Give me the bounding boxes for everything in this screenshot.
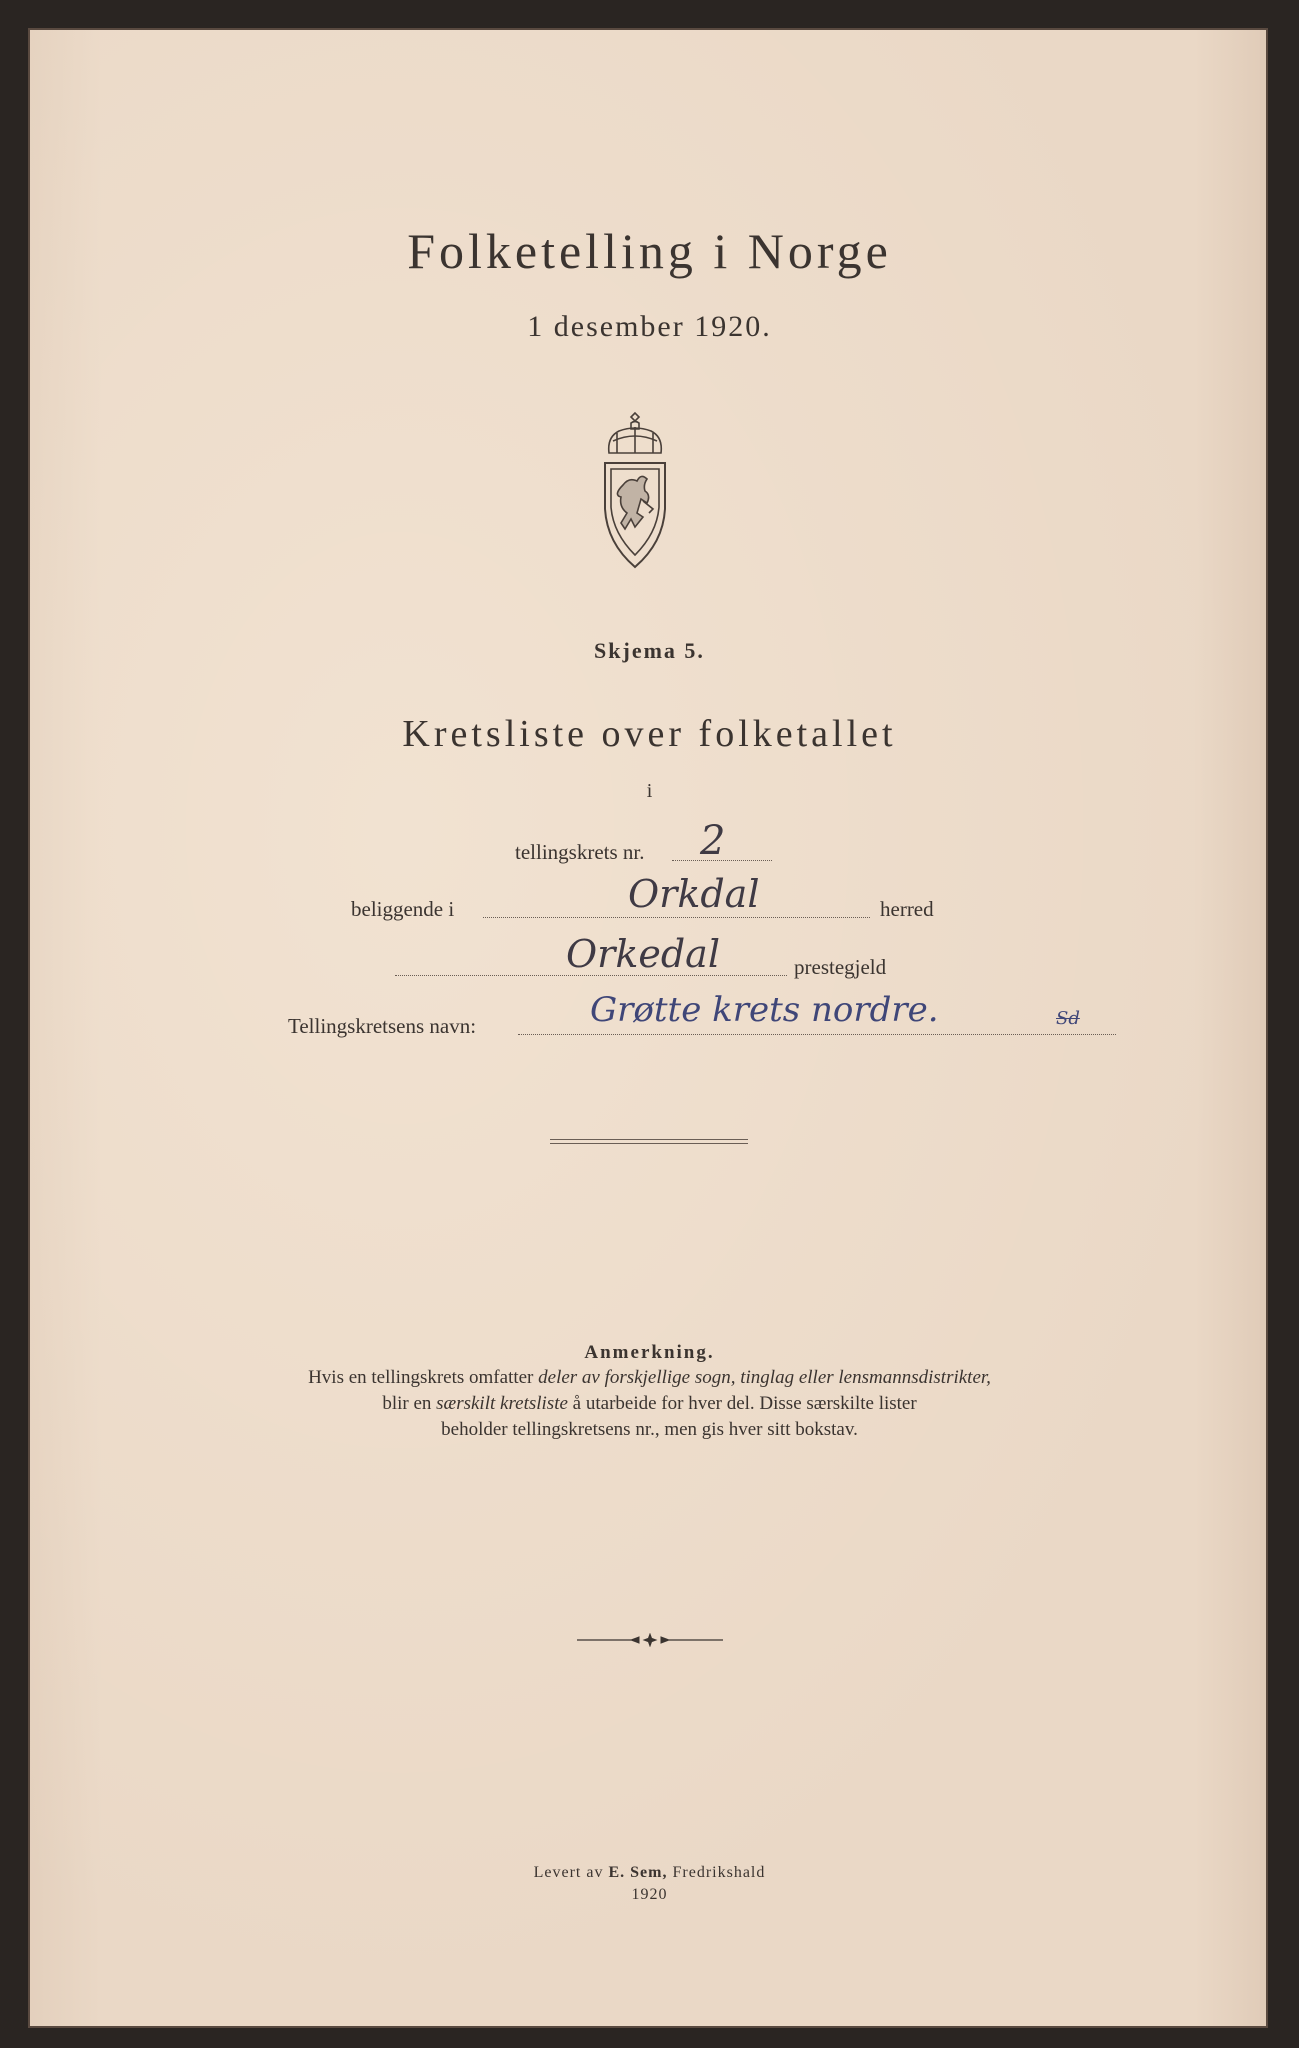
ornament-divider-icon [575, 1633, 725, 1647]
printer-year: 1920 [631, 1886, 668, 1903]
tellingskrets-label: tellingskrets nr. [515, 840, 645, 864]
printer-line [0, 1864, 1299, 1882]
herred-value: Orkdal [628, 872, 760, 916]
note-line-1-emphasis: deler av forskjellige sogn, tinglag eller lensmannsdistrikter, [538, 1367, 991, 1388]
census-date: 1 desember 1920. [527, 310, 772, 343]
form-subtitle: Kretsliste over folketallet [402, 713, 897, 755]
note-line-2-text-b: å utarbeide for hver del. Disse særskilte lister [567, 1393, 917, 1414]
schema-label: Skjema 5. [594, 638, 705, 663]
note-line-2 [0, 1393, 1299, 1415]
kretsnavn-label: Tellingskretsens navn: [288, 1014, 477, 1038]
preposition-i: i [646, 780, 653, 802]
prestegjeld-label: prestegjeld [794, 955, 887, 979]
document-title: Folketelling i Norge [407, 223, 892, 279]
note-heading: Anmerkning. [584, 1342, 715, 1363]
prestegjeld-value: Orkedal [566, 932, 720, 976]
note-line-1 [0, 1367, 1299, 1389]
note-line-1-text: Hvis en tellingskrets omfatter [308, 1367, 539, 1388]
herred-label: herred [880, 897, 934, 921]
kretsnavn-value: Grøtte krets nordre. [590, 990, 939, 1030]
section-divider [550, 1139, 748, 1144]
herred-line [483, 917, 870, 918]
tellingskrets-value: 2 [700, 818, 726, 864]
note-line-2-text-a: blir en [382, 1393, 437, 1414]
beliggende-label: beliggende i [351, 897, 455, 921]
printer-name: E. Sem, [608, 1864, 668, 1881]
kretsnavn-line [518, 1034, 1116, 1035]
note-line-3: beholder tellingskretsens nr., men gis hver sitt bokstav. [441, 1419, 858, 1440]
note-line-2-emphasis: særskilt kretsliste [436, 1393, 568, 1414]
kretsnavn-struck-text: Sd [1056, 1008, 1080, 1029]
printer-prefix: Levert av [533, 1864, 609, 1881]
coat-of-arms-icon [591, 405, 679, 575]
printer-place: Fredrikshald [667, 1864, 766, 1881]
